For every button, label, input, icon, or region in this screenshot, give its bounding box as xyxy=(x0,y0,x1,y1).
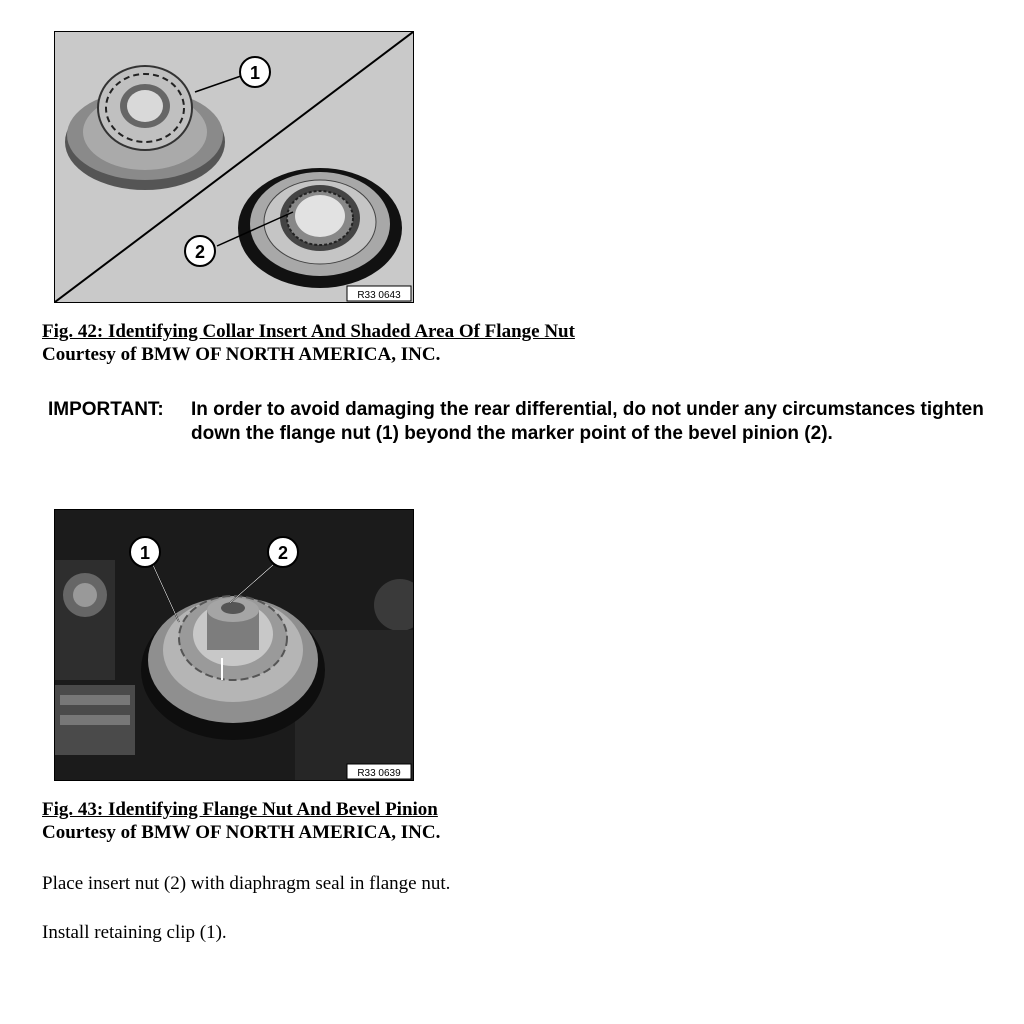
important-text: In order to avoid damaging the rear differential, do not under any circumstances tighten down the flange nut (1) beyond the marker point of the bevel pinion (2). xyxy=(191,399,984,444)
figure-43-caption-credit: Courtesy of BMW OF NORTH AMERICA, INC. xyxy=(42,822,441,843)
step-paragraph: Place insert nut (2) with diaphragm seal in flange nut. xyxy=(42,873,451,894)
figure-42-image xyxy=(54,31,414,303)
figure-43-image-code: R33 0639 xyxy=(357,768,401,779)
figure-42-caption-title: Fig. 42: Identifying Collar Insert And Shaded Area Of Flange Nut xyxy=(42,321,575,342)
figure-42-caption xyxy=(42,320,575,366)
figure-43-caption-title: Fig. 43: Identifying Flange Nut And Bevel Pinion xyxy=(42,799,438,820)
figure-42-image-code: R33 0643 xyxy=(357,290,401,301)
figure-43-callout-2: 2 xyxy=(277,543,289,563)
figure-42-caption-credit: Courtesy of BMW OF NORTH AMERICA, INC. xyxy=(42,344,441,365)
important-label: IMPORTANT: xyxy=(48,399,164,420)
figure-43-image xyxy=(54,509,414,781)
figure-42-callout-2: 2 xyxy=(194,242,206,262)
bevel-pinion-drawing xyxy=(238,168,402,288)
figure-43-caption xyxy=(42,798,440,844)
figure-42-callout-1: 1 xyxy=(249,63,261,83)
step-paragraph: Install retaining clip (1). xyxy=(42,922,227,943)
figure-43-callout-1: 1 xyxy=(139,543,151,563)
